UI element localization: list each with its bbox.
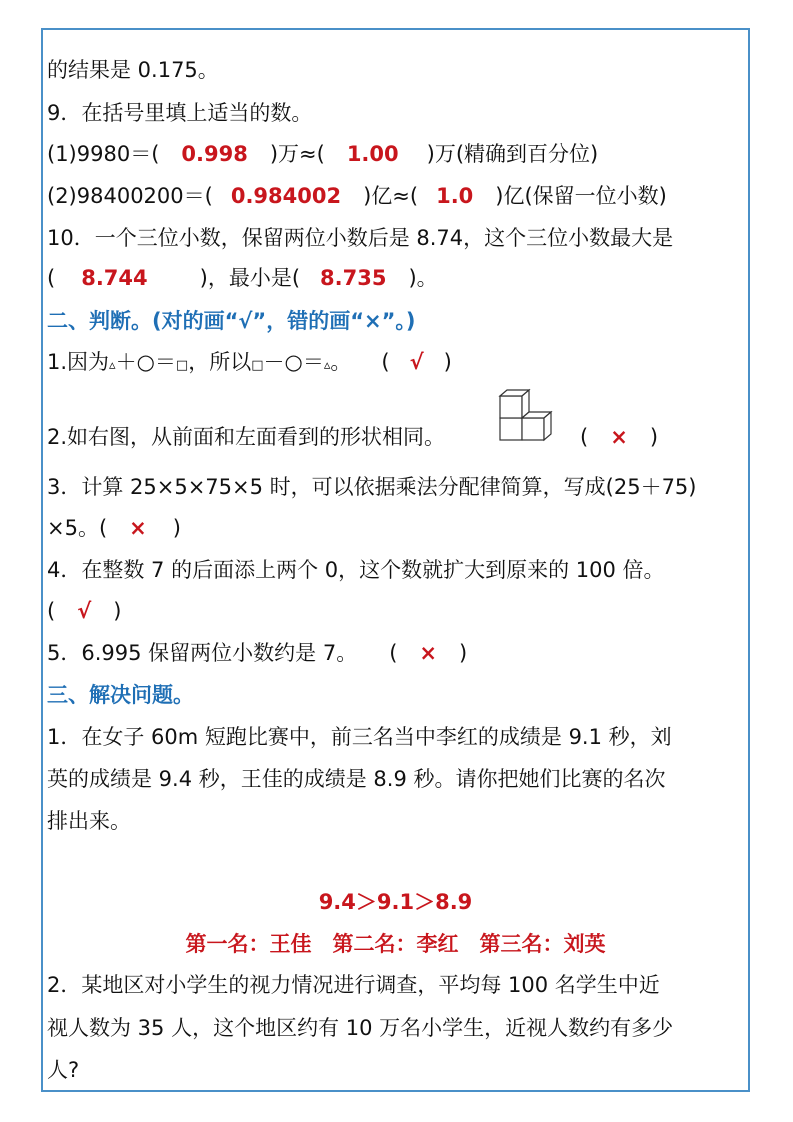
- triangle-icon: ▵: [323, 358, 331, 373]
- j3-paren-close: ): [172, 516, 181, 540]
- q10-open: (: [47, 266, 56, 290]
- j1-paren-open: (: [381, 350, 390, 374]
- j1-paren-close: ): [443, 350, 452, 374]
- q10-close: )。: [408, 266, 438, 290]
- j5-answer: ×: [419, 641, 438, 665]
- j2-answer: ×: [610, 425, 628, 449]
- j1-text-e: 。: [330, 350, 352, 374]
- q9-p1-text-b: )万≈(: [269, 142, 325, 166]
- q9-p2-text-c: )亿(保留一位小数): [495, 184, 667, 208]
- j2-text: 2.如右图，从前面和左面看到的形状相同。: [47, 425, 446, 449]
- j2-answer-group: [580, 422, 658, 452]
- problem2-line3: 人?: [47, 1058, 80, 1082]
- q10-answer-max: 8.744: [81, 266, 148, 290]
- q10-text-b: )，最小是(: [199, 266, 301, 290]
- judge-2: [47, 422, 445, 452]
- problem1-line2: 英的成绩是 9.4 秒，王佳的成绩是 8.9 秒。请你把她们比赛的名次: [47, 767, 666, 791]
- q9-p2-answer1: 0.984002: [230, 184, 342, 208]
- q8-tail: 的结果是 0.175。: [47, 58, 219, 82]
- triangle-icon: ▵: [109, 358, 116, 373]
- j4-paren-open: (: [47, 599, 56, 623]
- j3-text: ×5。(: [47, 516, 108, 540]
- q10-answer-min: 8.735: [320, 266, 387, 290]
- cube-figure-icon: [497, 388, 565, 444]
- q9-p1-text-a: (1)9980＝(: [47, 142, 160, 166]
- j5-text: 5．6.995 保留两位小数约是 7。: [47, 641, 358, 665]
- problem2-line1: 2．某地区对小学生的视力情况进行调查，平均每 100 名学生中近: [47, 973, 660, 997]
- q10-line2: [47, 263, 438, 293]
- section3-title: 三、解决问题。: [47, 683, 194, 707]
- q9-title: 9．在括号里填上适当的数。: [47, 101, 313, 125]
- j1-text-d: －○＝: [263, 350, 324, 374]
- j2-paren-open: (: [580, 425, 589, 449]
- problem1-line1: 1．在女子 60m 短跑比赛中，前三名当中李红的成绩是 9.1 秒，刘: [47, 725, 672, 749]
- j1-text-c: ，所以: [188, 350, 252, 374]
- judge-3-line1: 3．计算 25×5×75×5 时，可以依据乘法分配律简算，写成(25＋75): [47, 475, 697, 499]
- q10-line1: 10．一个三位小数，保留两位小数后是 8.74，这个三位小数最大是: [47, 226, 674, 250]
- j4-answer: √: [77, 599, 92, 623]
- q9-p2-text-b: )亿≈(: [363, 184, 419, 208]
- judge-4-line2: [47, 596, 121, 626]
- problem2-line2: 视人数为 35 人，这个地区约有 10 万名小学生，近视人数约有多少: [47, 1016, 674, 1040]
- j5-paren-close: ): [459, 641, 468, 665]
- j5-paren-open: (: [389, 641, 398, 665]
- q9-p2-text-a: (2)98400200＝(: [47, 184, 213, 208]
- problem1-answer2: 第一名：王佳 第二名：李红 第三名：刘英: [185, 932, 606, 956]
- judge-3-line2: [47, 513, 181, 543]
- j2-paren-close: ): [649, 425, 659, 449]
- q9-p1-answer1: 0.998: [181, 142, 248, 166]
- problem1-answer1: 9.4＞9.1＞8.9: [318, 890, 473, 914]
- q9-part2: [47, 181, 667, 211]
- j1-text-a: 1.因为: [47, 350, 110, 374]
- j3-answer: ×: [129, 516, 147, 540]
- j1-text-b: ＋○＝: [115, 350, 176, 374]
- square-icon: □: [251, 358, 264, 373]
- square-icon: □: [175, 358, 189, 373]
- q9-p2-answer2: 1.0: [436, 184, 474, 208]
- q9-p1-answer2: 1.00: [346, 142, 399, 166]
- section2-title: 二、判断。(对的画“√”，错的画“×”。): [47, 309, 416, 333]
- judge-4-line1: 4．在整数 7 的后面添上两个 0，这个数就扩大到原来的 100 倍。: [47, 558, 665, 582]
- q9-part1: [47, 139, 598, 169]
- judge-5: [47, 638, 467, 668]
- problem1-line3: 排出来。: [47, 809, 131, 833]
- q9-p1-text-c: )万(精确到百分位): [426, 142, 599, 166]
- j4-paren-close: ): [113, 599, 122, 623]
- judge-1: [47, 347, 452, 381]
- j1-answer: √: [409, 350, 424, 374]
